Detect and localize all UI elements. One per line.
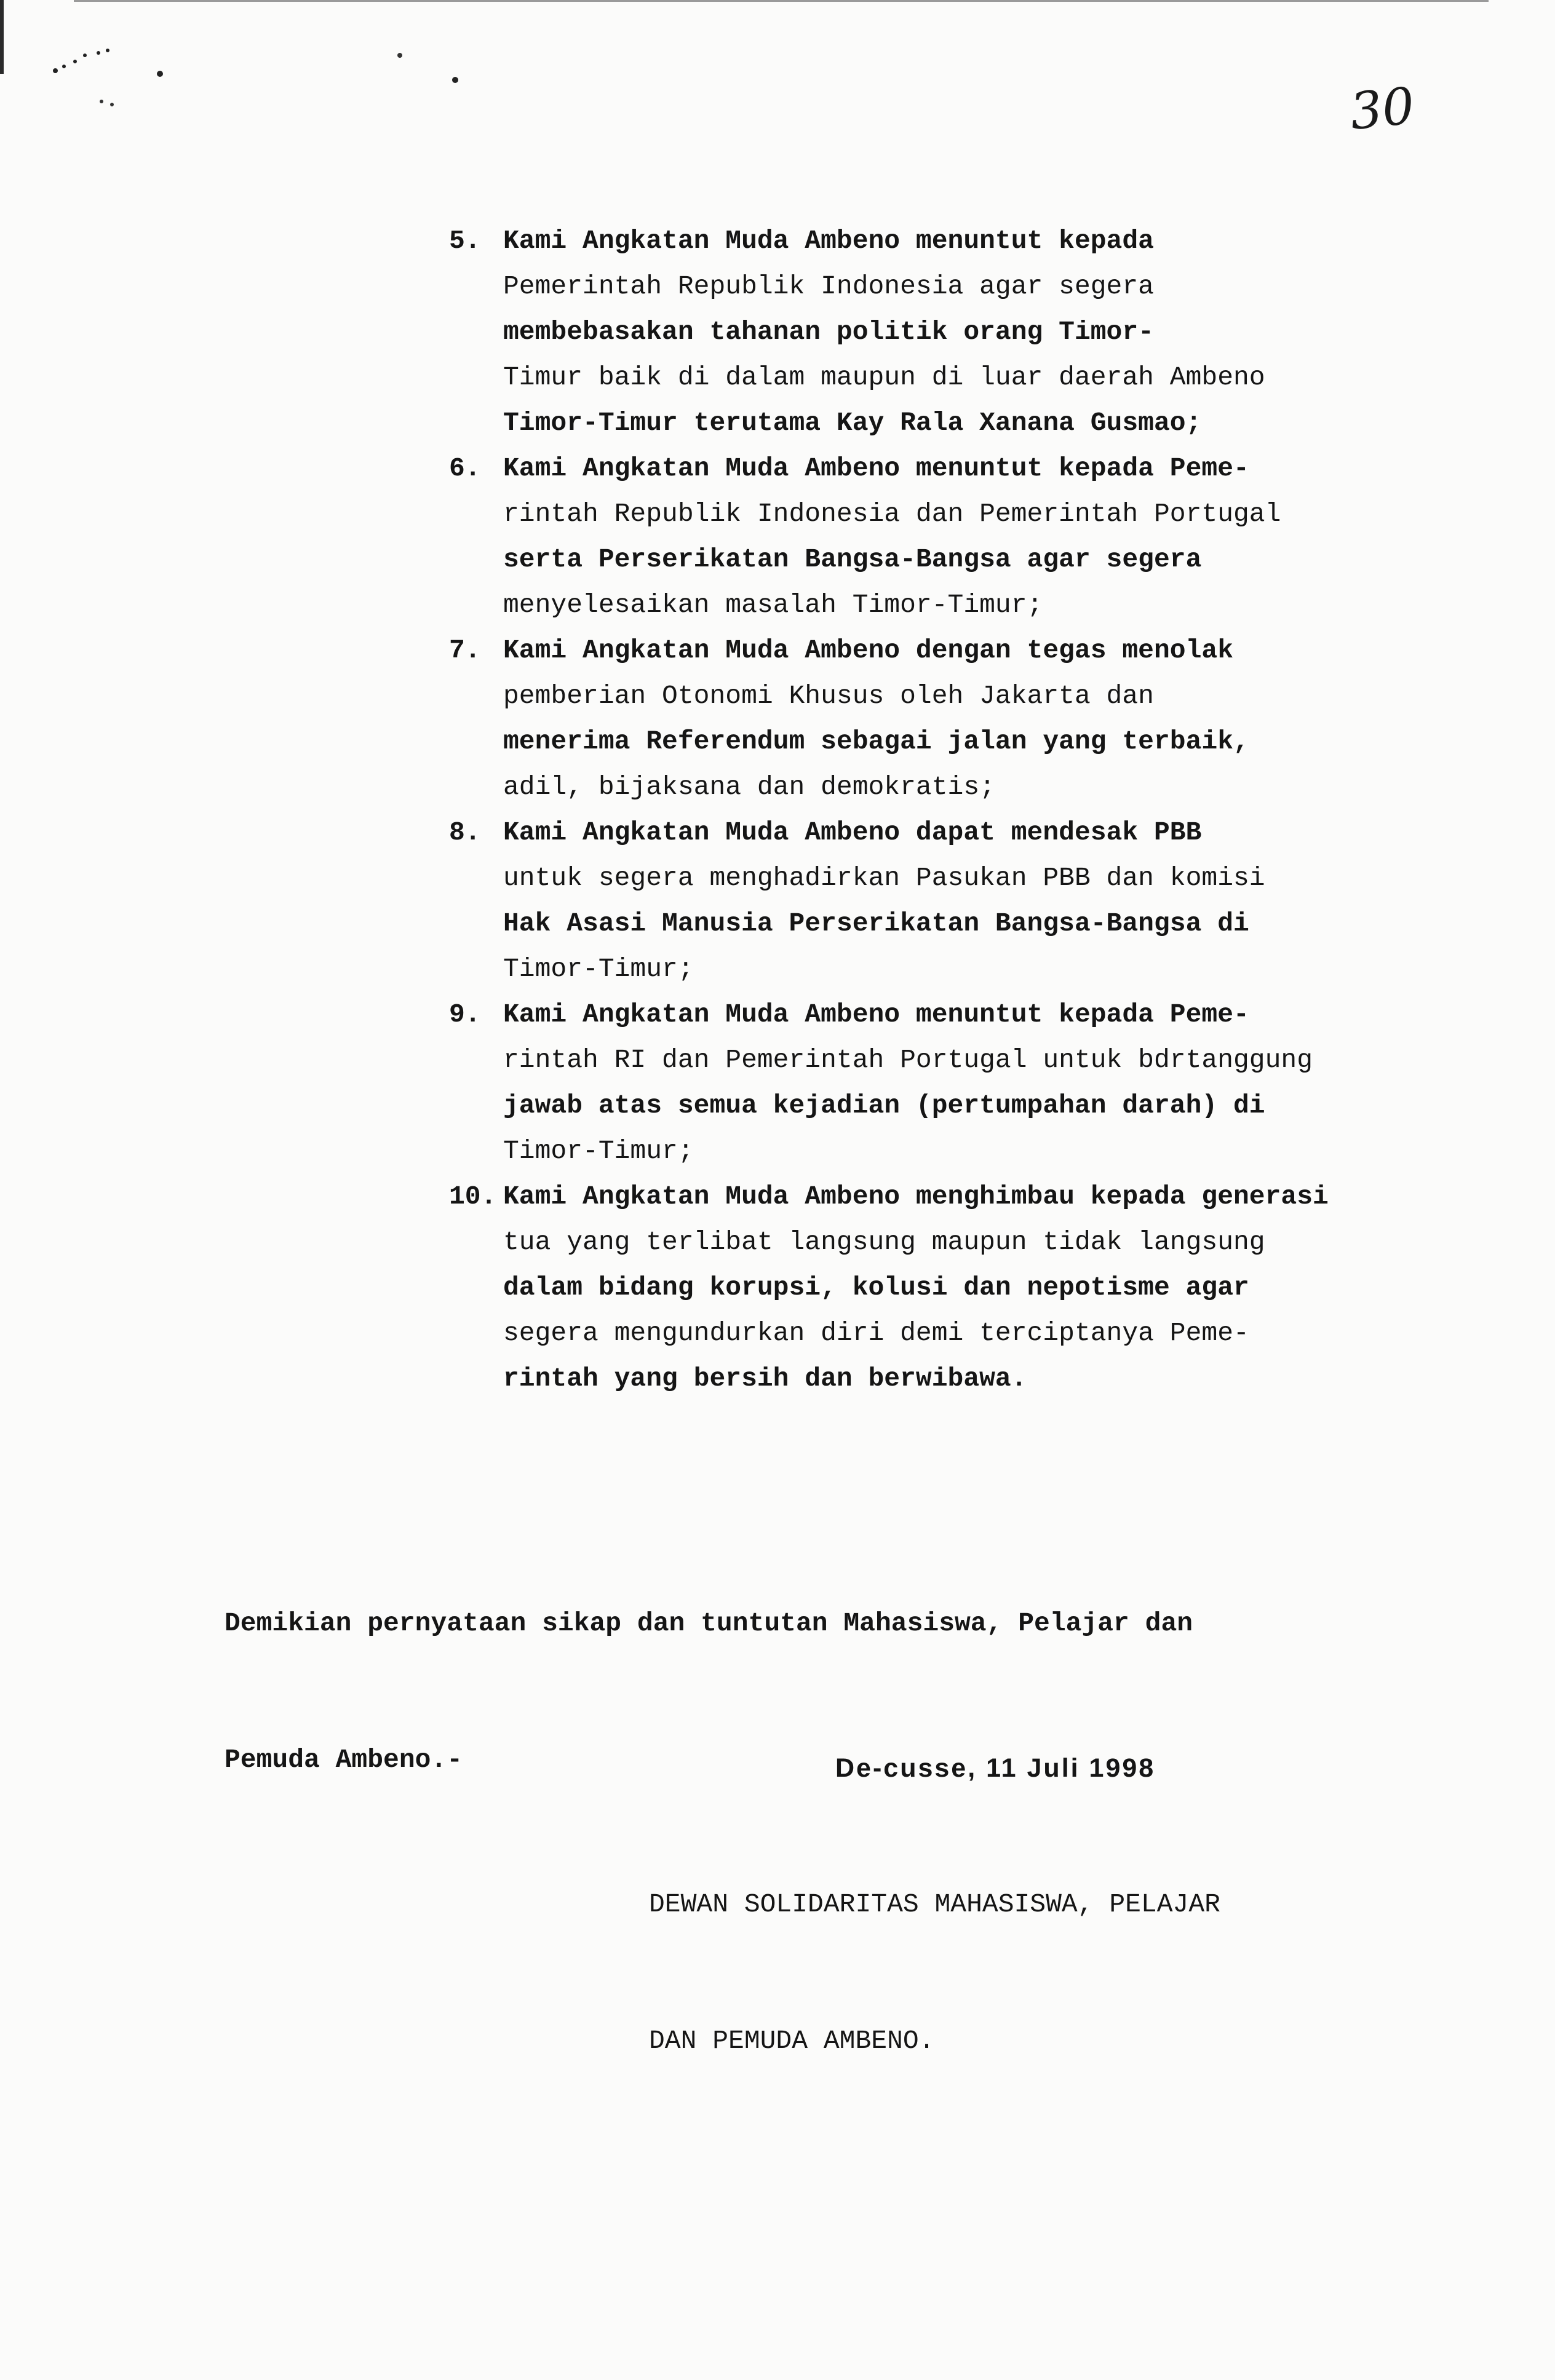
demand-line: rintah Republik Indonesia dan Pemerintah Portugal xyxy=(503,499,1281,529)
page-number: 30 xyxy=(1347,76,1418,142)
demand-item xyxy=(0,1174,1555,1402)
scan-top-border xyxy=(74,0,1489,2)
demand-item xyxy=(0,446,1555,628)
signature-org-line: DAN PEMUDA AMBENO. xyxy=(649,2026,935,2056)
demand-line: membebasakan tahanan politik orang Timor- xyxy=(503,317,1154,347)
demand-line: rintah RI dan Pemerintah Portugal untuk bdrtanggung xyxy=(503,1045,1313,1075)
demand-line: menerima Referendum sebagai jalan yang terbaik, xyxy=(503,726,1249,756)
demand-line: Timor-Timur; xyxy=(503,954,694,984)
demand-line: menyelesaikan masalah Timor-Timur; xyxy=(503,590,1043,620)
demand-line: Hak Asasi Manusia Perserikatan Bangsa-Bangsa di xyxy=(503,908,1249,938)
demand-line: Kami Angkatan Muda Ambeno menuntut kepada Peme- xyxy=(503,999,1249,1029)
demand-text xyxy=(503,810,1555,992)
demand-text xyxy=(503,446,1555,628)
demand-line: Pemerintah Republik Indonesia agar segera xyxy=(503,271,1154,301)
demand-number: 8. xyxy=(449,817,481,847)
demand-text xyxy=(503,992,1555,1174)
demand-item xyxy=(0,218,1555,446)
demand-item xyxy=(0,810,1555,992)
demand-line: serta Perserikatan Bangsa-Bangsa agar segera xyxy=(503,544,1202,574)
demand-line: rintah yang bersih dan berwibawa. xyxy=(503,1363,1027,1394)
scan-specks xyxy=(43,37,474,123)
demand-line: Kami Angkatan Muda Ambeno menuntut kepada xyxy=(503,226,1154,256)
demand-text xyxy=(503,628,1555,810)
demand-line: Kami Angkatan Muda Ambeno menuntut kepada Peme- xyxy=(503,453,1249,483)
closing-line: Demikian pernyataan sikap dan tuntutan Mahasiswa, Pelajar dan xyxy=(225,1608,1193,1638)
demand-number: 5. xyxy=(449,226,481,256)
demand-number: 6. xyxy=(449,453,481,483)
demand-line: Kami Angkatan Muda Ambeno menghimbau kepada generasi xyxy=(503,1181,1329,1212)
demand-line: Timor-Timur; xyxy=(503,1136,694,1166)
demand-line: untuk segera menghadirkan Pasukan PBB dan komisi xyxy=(503,863,1265,893)
demand-line: jawab atas semua kejadian (pertumpahan darah) di xyxy=(503,1090,1265,1121)
demand-item xyxy=(0,992,1555,1174)
demand-number: 9. xyxy=(449,999,481,1029)
signature-org-line: DEWAN SOLIDARITAS MAHASISWA, PELAJAR xyxy=(649,1889,1220,1919)
demand-line: Timor-Timur terutama Kay Rala Xanana Gusmao; xyxy=(503,408,1202,438)
demand-line: tua yang terlibat langsung maupun tidak langsung xyxy=(503,1227,1265,1257)
demand-number: 10. xyxy=(449,1181,497,1212)
demand-line: dalam bidang korupsi, kolusi dan nepotisme agar xyxy=(503,1272,1249,1303)
demand-number: 7. xyxy=(449,635,481,665)
demand-line: Kami Angkatan Muda Ambeno dengan tegas menolak xyxy=(503,635,1233,665)
demand-text xyxy=(503,218,1555,446)
demand-line: Timur baik di dalam maupun di luar daerah Ambeno xyxy=(503,362,1265,392)
signature-block xyxy=(649,1654,1220,2155)
demands-list xyxy=(0,218,1555,1402)
demand-line: pemberian Otonomi Khusus oleh Jakarta dan xyxy=(503,681,1154,711)
demand-item xyxy=(0,628,1555,810)
demand-text xyxy=(503,1174,1555,1402)
demand-line: segera mengundurkan diri demi terciptanya Peme- xyxy=(503,1318,1249,1348)
closing-line: Pemuda Ambeno.- xyxy=(225,1745,463,1775)
signature-date: De-cusse, 11 Juli 1998 xyxy=(835,1753,1156,1783)
demand-line: adil, bijaksana dan demokratis; xyxy=(503,772,995,802)
scan-edge-mark xyxy=(0,0,4,74)
demand-line: Kami Angkatan Muda Ambeno dapat mendesak PBB xyxy=(503,817,1202,847)
